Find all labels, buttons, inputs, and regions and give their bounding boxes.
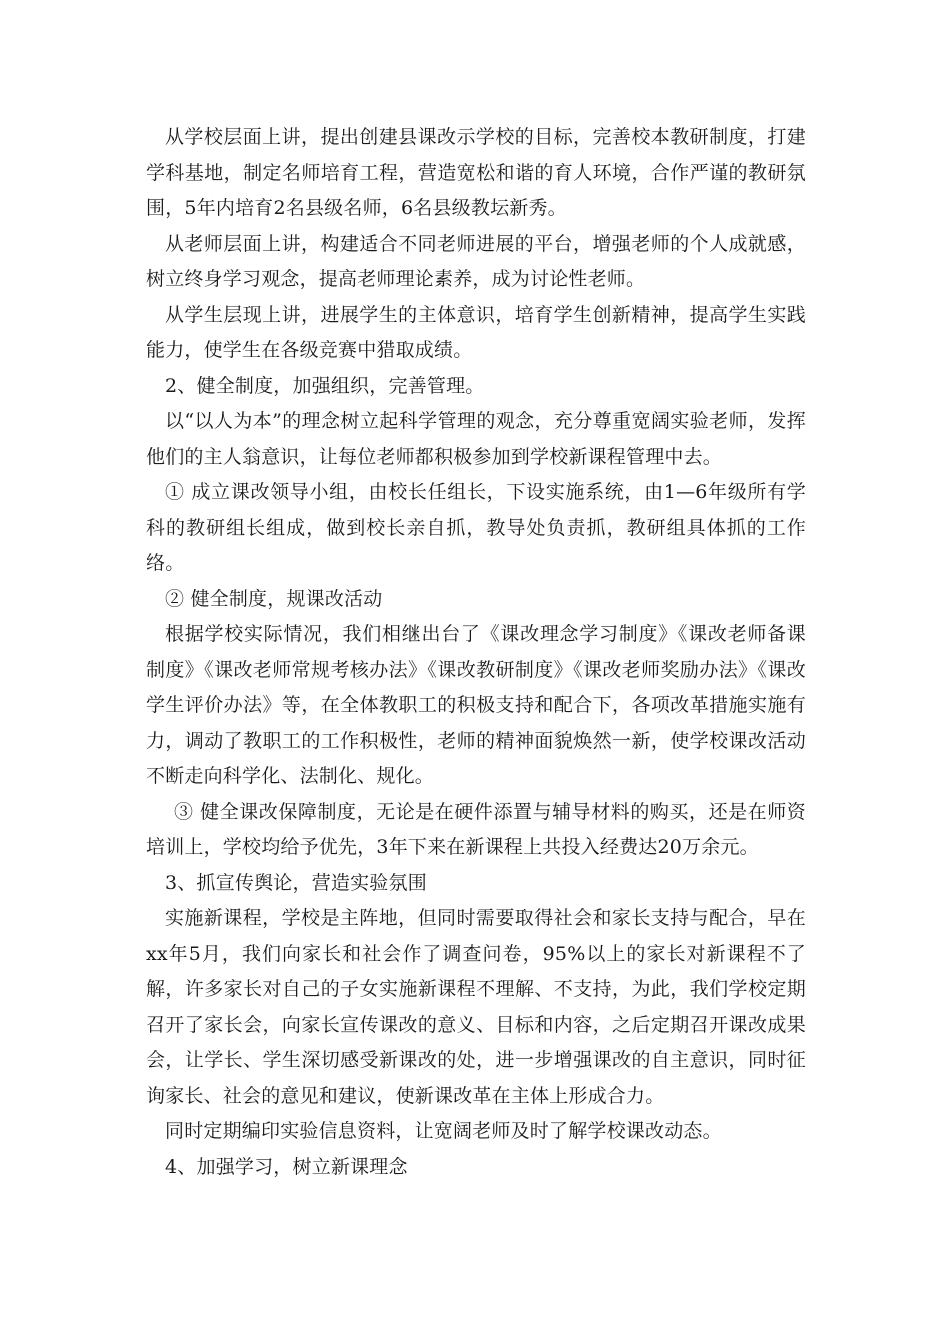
- paragraph-info-materials: 同时定期编印实验信息资料，让宽阔老师及时了解学校课改动态。: [165, 1120, 722, 1142]
- paragraph-teacher-level: 从老师层面上讲，构建适合不同老师进展的平台，增强老师的个人成就感，树立终身学习观念，提高老师理论素养，成为讨论性老师。: [146, 232, 806, 290]
- paragraph-item-3: ③ 健全课改保障制度，无论是在硬件添置与辅导材料的购买，还是在师资培训上，学校均给予优先，3年下来在新课程上共投入经费达20万余元。: [146, 800, 806, 858]
- paragraph-publicity: 实施新课程，学校是主阵地，但同时需要取得社会和家长支持与配合，早在xx年5月，我们向家长和社会作了调查问卷，95%以上的家长对新课程不了解，许多家长对自己的子女实施新课程不理解、不支持，为此，我们学校定期召开了家长会，向家长宣传课改的意义、目标和内容，之后定期召开课改成果会，让学长、学生深切感受新课改的处，进一步增强课改的自主意识，同时征询家长、社会的意见和建议，使新课改革在主体上形成合力。: [146, 907, 806, 1107]
- paragraph-management-concept: 以“以人为本”的理念树立起科学管理的观念，充分尊重宽阔实验老师，发挥他们的主人翁意识，让每位老师都积极参加到学校新课程管理中去。: [146, 410, 806, 468]
- paragraph-regulations: 根据学校实际情况，我们相继出台了《课改理念学习制度》《课改老师备课制度》《课改老师常规考核办法》《课改教研制度》《课改老师奖励办法》《课改学生评价办法》等，在全体教职工的积极支持和配合下，各项改革措施实施有力，调动了教职工的工作积极性，老师的精神面貌焕然一新，使学校课改活动不断走向科学化、法制化、规化。: [146, 623, 806, 787]
- paragraph-item-2: ② 健全制度，规课改活动: [165, 587, 383, 610]
- document-body: [146, 120, 806, 1185]
- section-heading-4: 4、加强学习，树立新课理念: [165, 1155, 408, 1178]
- paragraph-student-level: 从学生层现上讲，进展学生的主体意识，培育学生创新精神，提高学生实践能力，使学生在各级竞赛中猎取成绩。: [146, 303, 806, 361]
- section-heading-3: 3、抓宣传舆论，营造实验氛围: [165, 871, 427, 894]
- section-heading-2: 2、健全制度，加强组织，完善管理。: [165, 374, 485, 397]
- paragraph-item-1: ① 成立课改领导小组，由校长任组长，下设实施系统，由1—6年级所有学科的教研组长组成，做到校长亲自抓，教导处负责抓，教研组具体抓的工作络。: [146, 481, 806, 574]
- paragraph-school-level: 从学校层面上讲，提出创建县课改示学校的目标，完善校本教研制度，打建学科基地，制定名师培育工程，营造宽松和谐的育人环境，合作严谨的教研氛围，5年内培育2名县级名师，6名县级教坛新秀。: [146, 126, 806, 219]
